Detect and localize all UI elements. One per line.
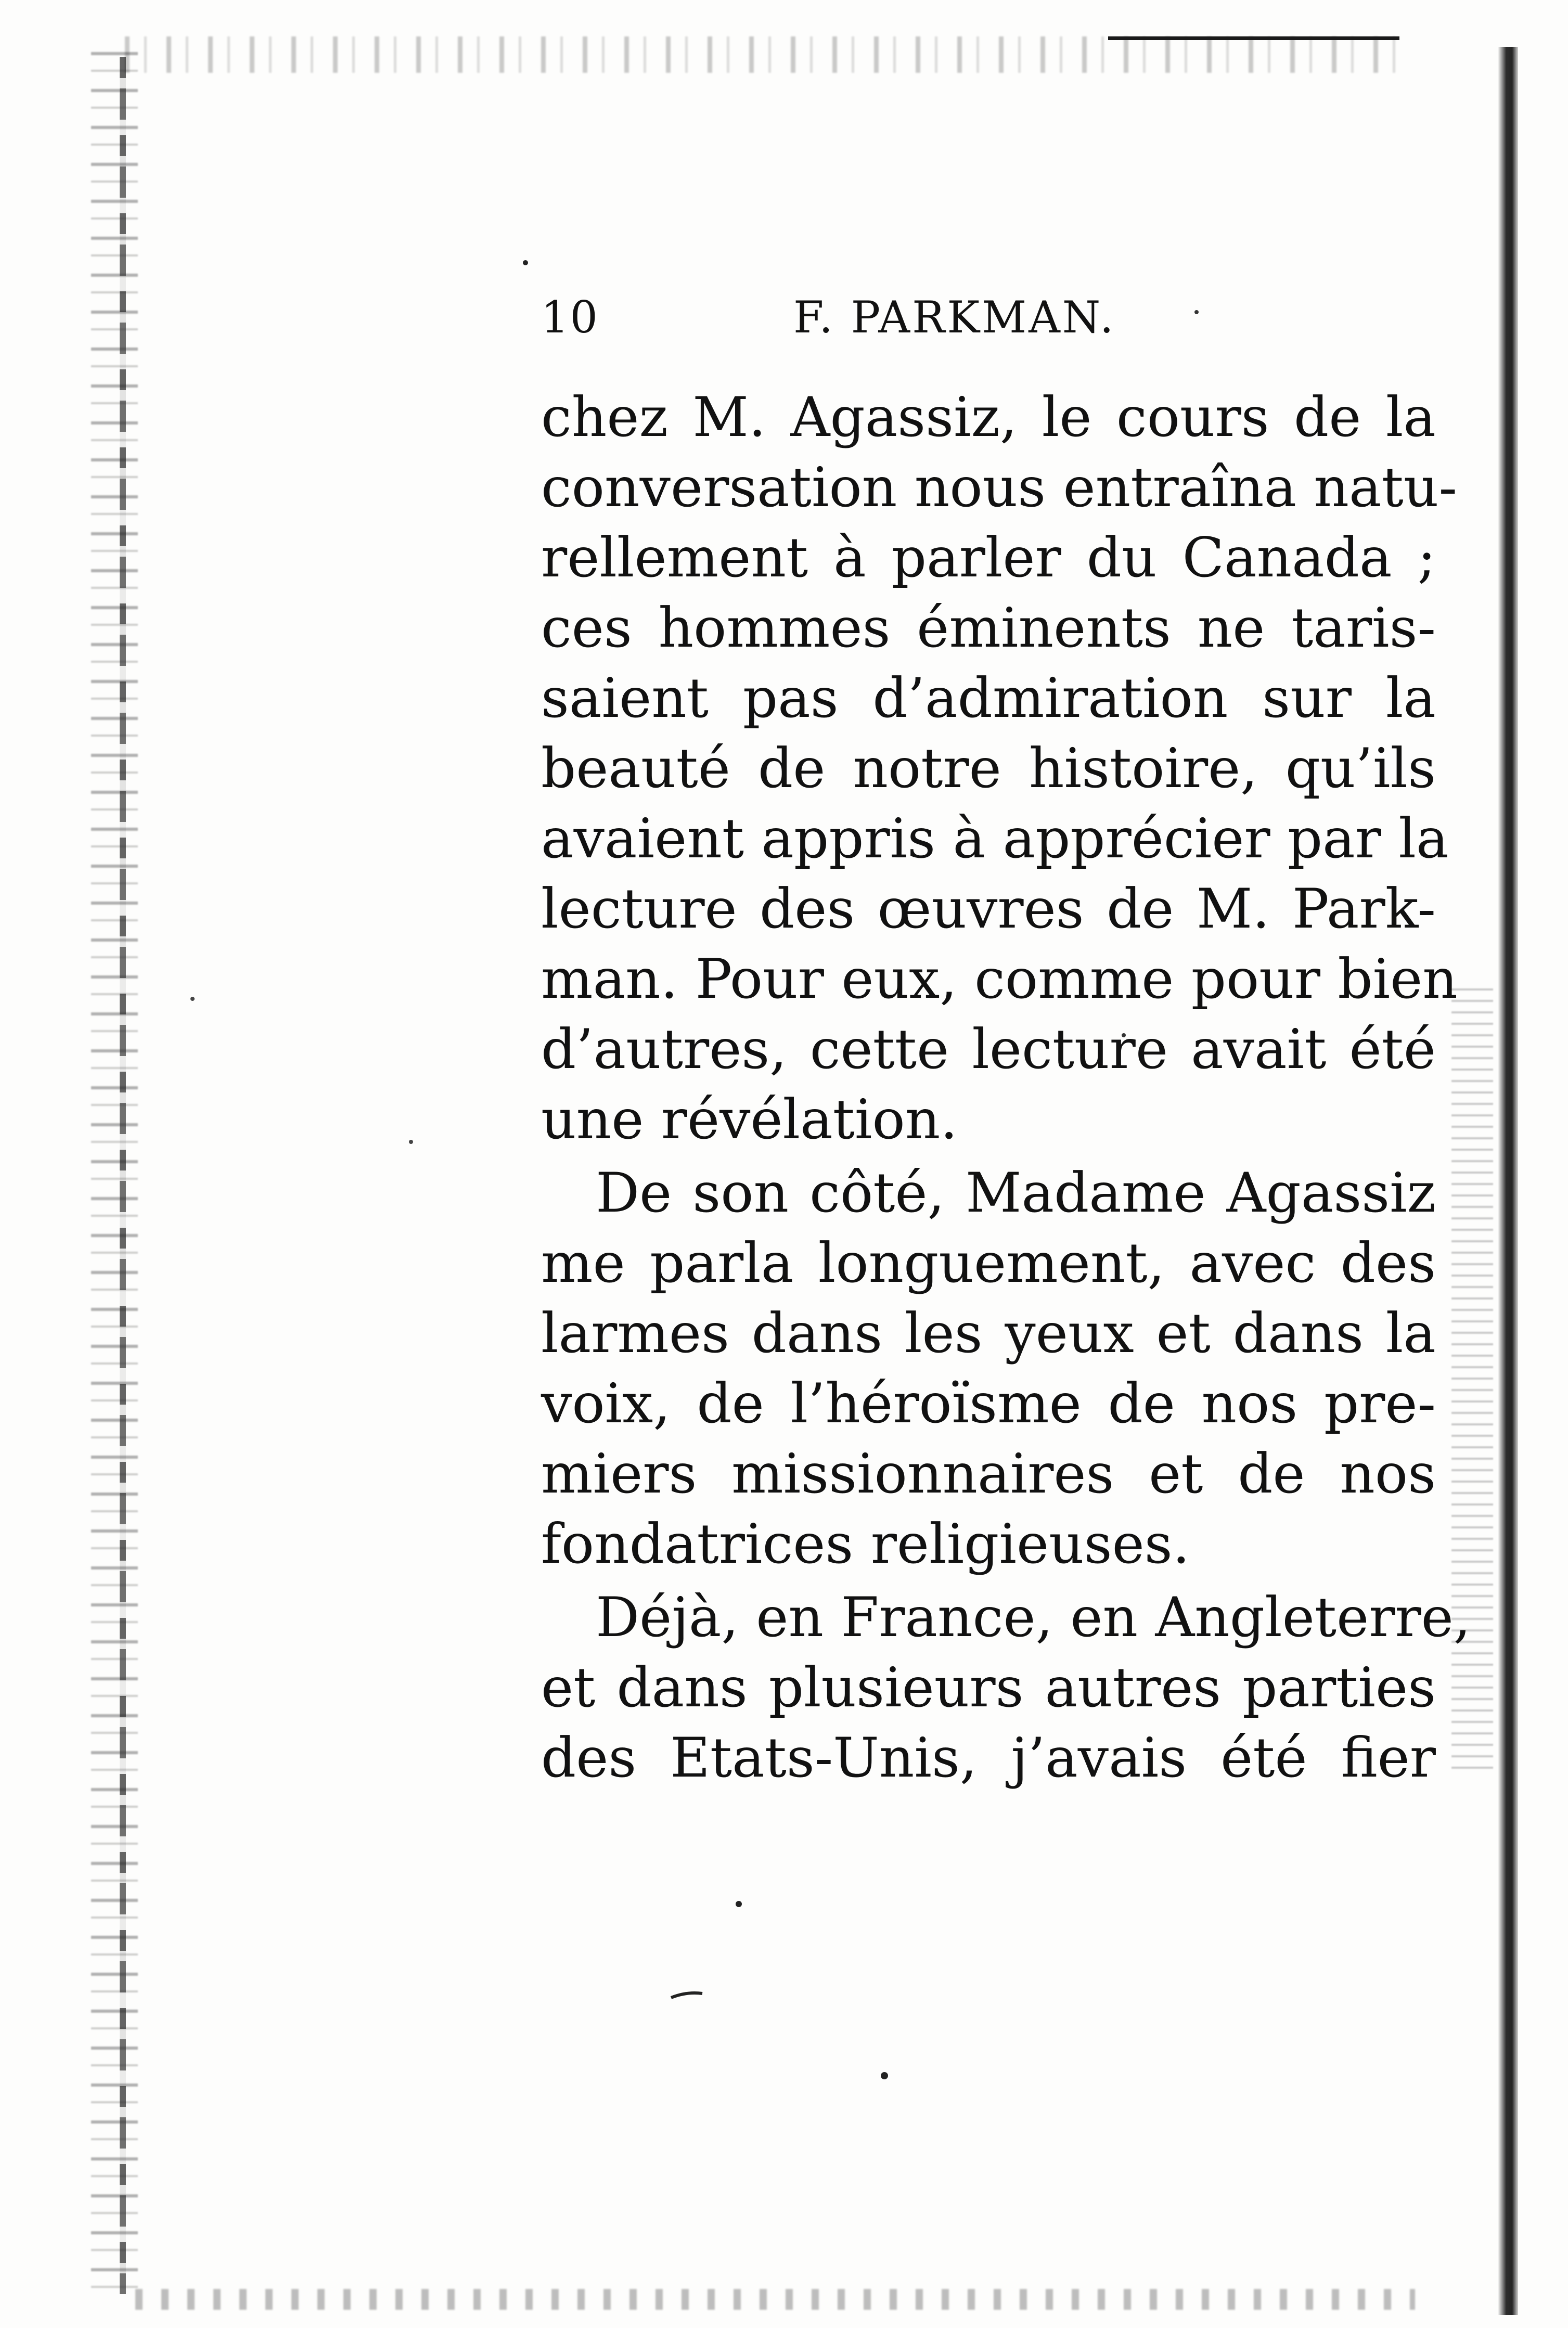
text-line: et dans plusieurs autres parties [541,1656,1436,1719]
text-line: me parla longuement, avec des [541,1231,1436,1295]
running-head: F. PARKMAN. [793,292,1116,343]
paragraph [541,1583,1471,1793]
text-line: man. Pour eux, comme pour bien [541,947,1458,1011]
text-line: De son côté, Madame Agassiz [596,1161,1436,1225]
text-line: fondatrices religieuses. [541,1512,1190,1576]
text-line: d’autres, cette lecture avait été [541,1018,1436,1081]
paragraph [541,1158,1436,1579]
text-line: saient pas d’admiration sur la [541,666,1436,730]
page-header [541,289,1165,346]
text-line: Déjà, en France, en Angleterre, [596,1586,1471,1649]
text-line: ces hommes éminents ne taris- [541,596,1436,660]
text-line: lecture des œuvres de M. Park- [541,877,1436,941]
text-line: conversation nous entraîna natu- [541,456,1457,519]
body-text [541,382,1471,1793]
paragraph [541,382,1458,1155]
text-line: miers missionnaires et de nos [541,1442,1436,1506]
text-line: des Etats-Unis, j’avais été fier [541,1726,1436,1790]
page-number: 10 [541,292,599,343]
text-line: avaient appris à apprécier par la [541,807,1449,870]
text-line: beauté de notre histoire, qu’ils [541,737,1436,800]
text-line: larmes dans les yeux et dans la [541,1302,1436,1365]
text-line: une révélation. [541,1088,958,1151]
text-line: voix, de l’héroïsme de nos pre- [541,1372,1436,1435]
text-line: chez M. Agassiz, le cours de la [541,385,1436,449]
text-line: rellement à parler du Canada ; [541,526,1436,589]
